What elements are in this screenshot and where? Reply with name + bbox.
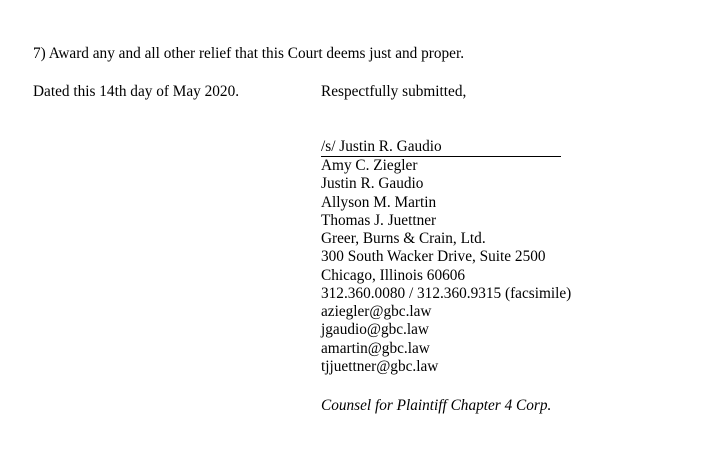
signature-attorney-name: Allyson M. Martin bbox=[321, 193, 437, 211]
signature-city-state: Chicago, Illinois 60606 bbox=[321, 266, 466, 284]
signature-email: jgaudio@gbc.law bbox=[321, 321, 429, 339]
electronic-signature: /s/ Justin R. Gaudio bbox=[321, 138, 561, 157]
signature-block bbox=[321, 138, 571, 376]
counsel-designation: Counsel for Plaintiff Chapter 4 Corp. bbox=[321, 397, 552, 414]
dated-line: Dated this 14th day of May 2020. bbox=[33, 83, 240, 100]
closing-line: Respectfully submitted, bbox=[321, 83, 467, 100]
signature-firm-name: Greer, Burns & Crain, Ltd. bbox=[321, 230, 486, 247]
relief-item-7: 7) Award any and all other relief that this Court deems just and proper. bbox=[33, 45, 465, 62]
signature-email: amartin@gbc.law bbox=[321, 339, 430, 357]
signature-attorney-name: Justin R. Gaudio bbox=[321, 175, 424, 193]
signature-attorney-name: Thomas J. Juettner bbox=[321, 211, 437, 229]
signature-email: aziegler@gbc.law bbox=[321, 303, 432, 320]
signature-attorney-name: Amy C. Ziegler bbox=[321, 157, 418, 174]
signature-email: tjjuettner@gbc.law bbox=[321, 357, 439, 375]
signature-phone-fax: 312.360.0080 / 312.360.9315 (facsimile) bbox=[321, 284, 572, 302]
signature-street-address: 300 South Wacker Drive, Suite 2500 bbox=[321, 248, 546, 266]
